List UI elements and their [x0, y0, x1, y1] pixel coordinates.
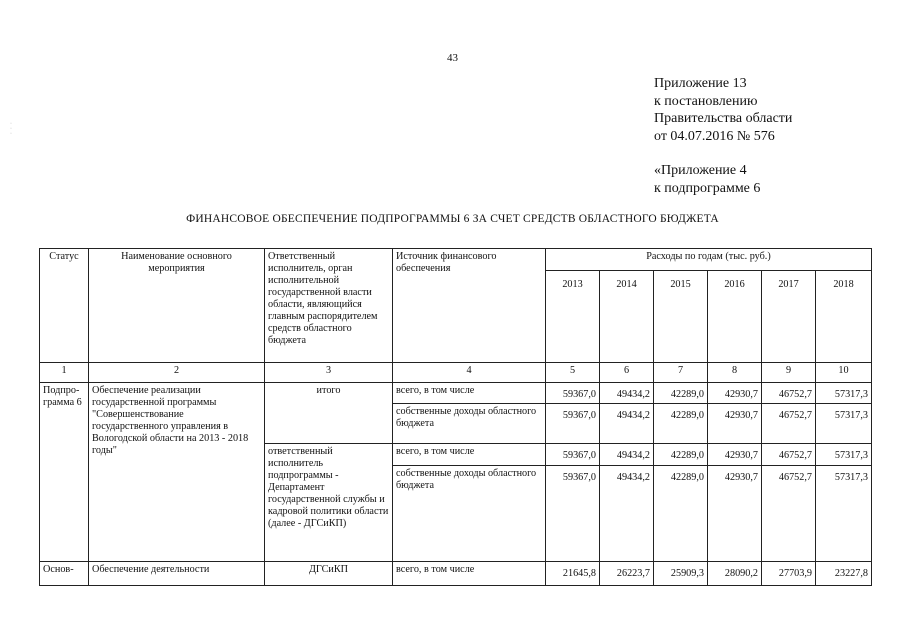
header-source: Источник финансового обеспечения — [393, 249, 546, 363]
year-2015: 2015 — [654, 271, 708, 363]
source-cell: собственные доходы областного бюджета — [393, 404, 546, 444]
col-num-2: 2 — [89, 363, 265, 383]
value-cell: 42930,7 — [708, 444, 762, 466]
executor-cell: ответственный исполнитель подпрограммы - Департамент государственной службы и кадровой политики области (далее - ДГСиКП) — [265, 444, 393, 562]
header-expenses: Расходы по годам (тыс. руб.) — [546, 249, 872, 271]
page-number: 43 — [447, 52, 458, 64]
year-2017: 2017 — [762, 271, 816, 363]
value-cell: 28090,2 — [708, 562, 762, 586]
col-num-9: 9 — [762, 363, 816, 383]
header-name: Наименование основного мероприятия — [89, 249, 265, 363]
col-num-5: 5 — [546, 363, 600, 383]
header-status: Статус — [40, 249, 89, 363]
status-cell: Подпро-грамма 6 — [40, 383, 89, 562]
financing-table — [39, 248, 872, 586]
value-cell: 42930,7 — [708, 404, 762, 444]
value-cell: 42930,7 — [708, 383, 762, 404]
table-row — [40, 562, 872, 586]
value-cell: 46752,7 — [762, 466, 816, 562]
source-cell: всего, в том числе — [393, 444, 546, 466]
source-cell: всего, в том числе — [393, 383, 546, 404]
value-cell: 46752,7 — [762, 404, 816, 444]
col-num-1: 1 — [40, 363, 89, 383]
value-cell: 42289,0 — [654, 404, 708, 444]
value-cell: 57317,3 — [816, 383, 872, 404]
year-2013: 2013 — [546, 271, 600, 363]
appendix-line-1: Приложение 13 — [654, 76, 747, 91]
col-num-6: 6 — [600, 363, 654, 383]
executor-cell: итого — [265, 383, 393, 444]
value-cell: 57317,3 — [816, 466, 872, 562]
value-cell: 42289,0 — [654, 383, 708, 404]
header-executor: Ответственный исполнитель, орган исполнительной государственной власти области, являющийся главным распорядителем средств областного бюджета — [265, 249, 393, 363]
measure-name-cell: Обеспечение реализации государственной программы "Совершенствование государственного управления в Вологодской области на 2013 - 2018 годы" — [89, 383, 265, 562]
year-2016: 2016 — [708, 271, 762, 363]
appendix2-line-1: «Приложение 4 — [654, 163, 747, 178]
value-cell: 26223,7 — [600, 562, 654, 586]
col-num-8: 8 — [708, 363, 762, 383]
value-cell: 57317,3 — [816, 404, 872, 444]
value-cell: 49434,2 — [600, 404, 654, 444]
value-cell: 42289,0 — [654, 444, 708, 466]
appendix-line-4: от 04.07.2016 № 576 — [654, 128, 775, 144]
appendix-line-3: Правительства области — [654, 111, 793, 126]
appendix-line-2: к постановлению — [654, 93, 758, 109]
year-2018: 2018 — [816, 271, 872, 363]
col-num-7: 7 — [654, 363, 708, 383]
appendix-subheader — [654, 162, 760, 197]
value-cell: 42930,7 — [708, 466, 762, 562]
measure-name-cell: Обеспечение деятельности — [89, 562, 265, 586]
column-number-row — [40, 363, 872, 383]
source-cell: всего, в том числе — [393, 562, 546, 586]
source-cell: собственные доходы областного бюджета — [393, 466, 546, 562]
value-cell: 21645,8 — [546, 562, 600, 586]
margin-mark: · · · — [10, 121, 12, 137]
col-num-10: 10 — [816, 363, 872, 383]
value-cell: 49434,2 — [600, 444, 654, 466]
value-cell: 59367,0 — [546, 404, 600, 444]
value-cell: 59367,0 — [546, 466, 600, 562]
appendix-header — [654, 75, 792, 145]
value-cell: 49434,2 — [600, 466, 654, 562]
value-cell: 27703,9 — [762, 562, 816, 586]
document-title: ФИНАНСОВОЕ ОБЕСПЕЧЕНИЕ ПОДПРОГРАММЫ 6 ЗА СЧЕТ СРЕДСТВ ОБЛАСТНОГО БЮДЖЕТА — [186, 213, 719, 225]
value-cell: 25909,3 — [654, 562, 708, 586]
table-row — [40, 383, 872, 404]
value-cell: 57317,3 — [816, 444, 872, 466]
executor-cell: ДГСиКП — [265, 562, 393, 586]
value-cell: 46752,7 — [762, 444, 816, 466]
appendix2-line-2: к подпрограмме 6 — [654, 180, 761, 196]
value-cell: 42289,0 — [654, 466, 708, 562]
status-cell: Основ- — [40, 562, 89, 586]
year-2014: 2014 — [600, 271, 654, 363]
value-cell: 59367,0 — [546, 444, 600, 466]
value-cell: 23227,8 — [816, 562, 872, 586]
value-cell: 46752,7 — [762, 383, 816, 404]
value-cell: 49434,2 — [600, 383, 654, 404]
header-row — [40, 249, 872, 271]
value-cell: 59367,0 — [546, 383, 600, 404]
col-num-3: 3 — [265, 363, 393, 383]
col-num-4: 4 — [393, 363, 546, 383]
